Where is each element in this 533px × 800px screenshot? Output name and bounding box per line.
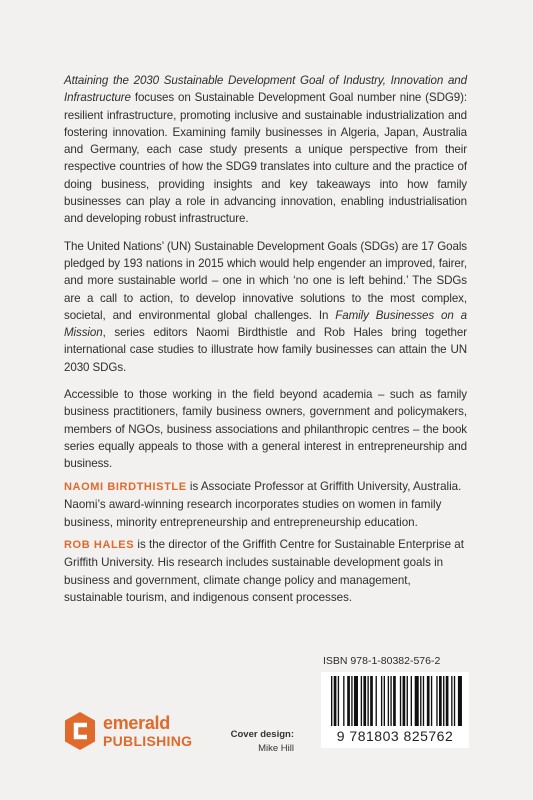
barcode-bar (436, 676, 437, 726)
barcode-bar (361, 676, 362, 726)
cover-design-label: Cover design: (230, 729, 294, 740)
barcode-bar (381, 676, 382, 726)
barcode-bar (393, 676, 396, 726)
description-paragraph-1 (64, 72, 467, 228)
author-bio-text: is the director of the Griffith Centre for Sustainable Enterprise at Griffith University. His research includes sustainable development goals in business and government, climate change policy and management, sustainable tourism, and indigenous consent processes. (64, 538, 464, 604)
barcode-bar (451, 676, 452, 726)
barcode-bar (338, 676, 339, 726)
barcode-bar (454, 676, 455, 726)
barcode-bar (388, 676, 389, 726)
barcode-bar (446, 676, 449, 726)
series-title-italic: Family Businesses on a Mission (64, 308, 468, 340)
author-name: NAOMI BIRDTHISTLE (64, 481, 187, 493)
author-bio-text: is Associate Professor at Griffith University, Australia. Naomi’s award-winning research incorporates studies on women in family business, minority entrepreneurship and entrepreneurship education. (64, 480, 462, 529)
publisher-name: emerald (103, 713, 170, 733)
barcode-bar (363, 676, 366, 726)
author-bio-birdthistle (64, 478, 467, 531)
barcode-bar (427, 676, 430, 726)
barcode-bar (415, 676, 419, 726)
paragraph-2-text-a: The United Nations’ (UN) Sustainable Development Goals (SDGs) are 17 Goals pledged by 193 nations in 2015 which would help engender an improved, fairer, and more sustainable world – one in which ‘no one is left behind.’ The SDGs are a call to action, to develop innovative solutions to the most complex, societal, and environmental global challenges. In (64, 239, 467, 322)
barcode-bar (439, 676, 442, 726)
barcode-bar (403, 676, 406, 726)
barcode-bar (431, 676, 432, 726)
barcode-bar (376, 676, 377, 726)
barcode-bar (343, 676, 344, 726)
barcode-bar (443, 676, 444, 726)
cover-designer-name: Mike Hill (258, 743, 294, 754)
barcode-bar (347, 676, 350, 726)
barcode-bars (325, 676, 465, 728)
barcode-bar (354, 676, 358, 726)
barcode-bar (351, 676, 352, 726)
barcode-bar (370, 676, 373, 726)
paragraph-1-text: focuses on Sustainable Development Goal number nine (SDG9): resilient infrastructure, promoting inclusive and sustainable industrialization and fostering innovation. Examining family businesses in Algeria, Japan, Australia and Germany, each case study presents a unique perspective from their respective countries of how the SDG9 translates into culture and the practice of doing business, providing insights and key takeaways into how family businesses can play a role in advancing innovation, enabling industrialisation and developing robust infrastructure. (64, 91, 467, 226)
isbn-label: ISBN 978-1-80382-576-2 (323, 655, 441, 667)
author-bio-hales (64, 536, 467, 606)
barcode-bar (423, 676, 424, 726)
book-title-italic: Attaining the 2030 Sustainable Development Goal of Industry, Innovation and Infrastructure (64, 74, 467, 105)
barcode-bar (420, 676, 421, 726)
publisher-subname: PUBLISHING (103, 733, 193, 749)
barcode-bar (407, 676, 408, 726)
author-name: ROB HALES (64, 539, 135, 551)
barcode-bar (390, 676, 391, 726)
description-paragraph-2 (64, 238, 467, 376)
publisher-logo (63, 711, 213, 753)
barcode-bar (411, 676, 412, 726)
barcode-bar (458, 676, 462, 726)
barcode-digits: 9 781803 825762 (336, 728, 454, 744)
barcode-bar (367, 676, 368, 726)
emerald-logo-icon (63, 711, 97, 751)
back-cover-description (64, 72, 467, 483)
barcode-bar (331, 676, 332, 726)
barcode (321, 672, 469, 748)
barcode-bar (384, 676, 385, 726)
barcode-bar (334, 676, 337, 726)
barcode-bar (400, 676, 401, 726)
description-paragraph-3: Accessible to those working in the field beyond academia – such as family business practitioners, family business owners, government and policymakers, members of NGOs, business associations and philanthropic centres – the book series equally appeals to those with a general interest in entrepreneurship and business. (64, 388, 467, 471)
paragraph-2-text-b: , series editors Naomi Birdthistle and Rob Hales bring together international case studies to illustrate how family businesses can attain the UN 2030 SDGs. (64, 326, 467, 374)
